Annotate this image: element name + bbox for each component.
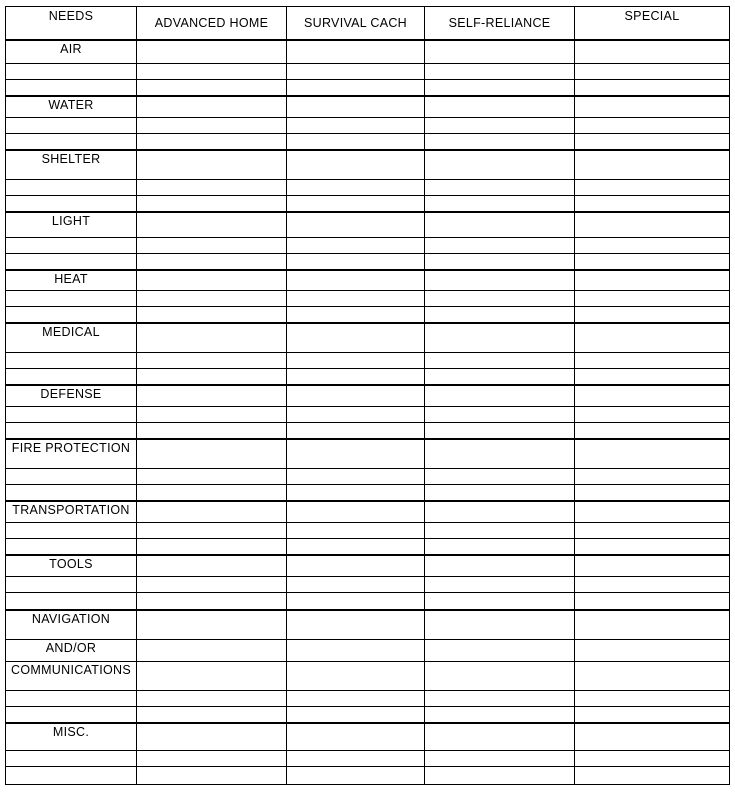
cell-self-reliance[interactable] (425, 150, 575, 180)
cell-advanced-home[interactable] (137, 501, 287, 523)
cell-special[interactable] (575, 723, 730, 751)
cell-special[interactable] (575, 691, 730, 707)
cell-need-blank[interactable] (6, 307, 137, 323)
cell-survival-cach[interactable] (287, 610, 425, 640)
cell-advanced-home[interactable] (137, 640, 287, 662)
cell-need-blank[interactable] (6, 577, 137, 593)
table-row (6, 610, 730, 640)
cell-self-reliance[interactable] (425, 539, 575, 555)
cell-self-reliance[interactable] (425, 610, 575, 640)
cell-advanced-home[interactable] (137, 407, 287, 423)
table-row (6, 238, 730, 254)
cell-special[interactable] (575, 291, 730, 307)
need-label: MEDICAL (42, 324, 100, 339)
header-special (575, 7, 730, 40)
cell-survival-cach[interactable] (287, 307, 425, 323)
cell-survival-cach[interactable] (287, 180, 425, 196)
need-label: LIGHT (51, 213, 91, 228)
table-row (6, 118, 730, 134)
cell-survival-cach[interactable] (287, 723, 425, 751)
cell-special[interactable] (575, 238, 730, 254)
cell-survival-cach[interactable] (287, 196, 425, 212)
cell-advanced-home[interactable] (137, 291, 287, 307)
cell-survival-cach[interactable] (287, 369, 425, 385)
cell-advanced-home[interactable] (137, 80, 287, 96)
needs-planning-table (5, 6, 730, 785)
cell-advanced-home[interactable] (137, 254, 287, 270)
cell-special[interactable] (575, 523, 730, 539)
cell-self-reliance[interactable] (425, 254, 575, 270)
cell-self-reliance[interactable] (425, 751, 575, 767)
cell-survival-cach[interactable] (287, 118, 425, 134)
cell-self-reliance[interactable] (425, 593, 575, 610)
table-row (6, 707, 730, 723)
cell-advanced-home[interactable] (137, 238, 287, 254)
need-fire-protection (6, 439, 137, 469)
cell-self-reliance[interactable] (425, 134, 575, 150)
need-label: DEFENSE (40, 386, 102, 401)
table-row (6, 270, 730, 291)
table-row (6, 593, 730, 610)
cell-self-reliance[interactable] (425, 555, 575, 577)
cell-survival-cach[interactable] (287, 423, 425, 439)
cell-special[interactable] (575, 577, 730, 593)
cell-survival-cach[interactable] (287, 469, 425, 485)
cell-special[interactable] (575, 134, 730, 150)
cell-special[interactable] (575, 323, 730, 353)
cell-advanced-home[interactable] (137, 270, 287, 291)
cell-survival-cach[interactable] (287, 593, 425, 610)
cell-special[interactable] (575, 40, 730, 64)
cell-special[interactable] (575, 80, 730, 96)
cell-self-reliance[interactable] (425, 407, 575, 423)
cell-survival-cach[interactable] (287, 691, 425, 707)
cell-need-blank[interactable] (6, 523, 137, 539)
cell-need-blank[interactable] (6, 407, 137, 423)
cell-advanced-home[interactable] (137, 593, 287, 610)
cell-survival-cach[interactable] (287, 80, 425, 96)
cell-advanced-home[interactable] (137, 134, 287, 150)
cell-self-reliance[interactable] (425, 307, 575, 323)
cell-need-blank[interactable] (6, 80, 137, 96)
cell-survival-cach[interactable] (287, 485, 425, 501)
cell-survival-cach[interactable] (287, 134, 425, 150)
cell-survival-cach[interactable] (287, 767, 425, 785)
cell-self-reliance[interactable] (425, 640, 575, 662)
cell-advanced-home[interactable] (137, 539, 287, 555)
cell-survival-cach[interactable] (287, 353, 425, 369)
cell-self-reliance[interactable] (425, 767, 575, 785)
table-row (6, 196, 730, 212)
cell-special[interactable] (575, 439, 730, 469)
cell-need-blank[interactable] (6, 485, 137, 501)
table-row (6, 662, 730, 691)
cell-special[interactable] (575, 407, 730, 423)
need-label: SHELTER (41, 151, 101, 166)
table-row (6, 767, 730, 785)
need-label: AND/OR (45, 641, 97, 655)
cell-survival-cach[interactable] (287, 662, 425, 691)
need-tools (6, 555, 137, 577)
cell-need-blank[interactable] (6, 767, 137, 785)
table-row (6, 291, 730, 307)
need-label: COMMUNICATIONS (11, 663, 131, 677)
cell-self-reliance[interactable] (425, 323, 575, 353)
cell-survival-cach[interactable] (287, 323, 425, 353)
cell-advanced-home[interactable] (137, 40, 287, 64)
cell-advanced-home[interactable] (137, 485, 287, 501)
cell-need-blank[interactable] (6, 134, 137, 150)
cell-self-reliance[interactable] (425, 469, 575, 485)
cell-self-reliance[interactable] (425, 691, 575, 707)
table-row (6, 96, 730, 118)
table-row (6, 385, 730, 407)
cell-advanced-home[interactable] (137, 150, 287, 180)
cell-self-reliance[interactable] (425, 180, 575, 196)
cell-survival-cach[interactable] (287, 751, 425, 767)
cell-advanced-home[interactable] (137, 212, 287, 238)
cell-self-reliance[interactable] (425, 96, 575, 118)
table-row (6, 501, 730, 523)
cell-survival-cach[interactable] (287, 64, 425, 80)
cell-need-blank[interactable] (6, 196, 137, 212)
cell-survival-cach[interactable] (287, 640, 425, 662)
table-row (6, 134, 730, 150)
cell-special[interactable] (575, 270, 730, 291)
need-and-or (6, 640, 137, 662)
cell-special[interactable] (575, 751, 730, 767)
need-medical (6, 323, 137, 353)
table-row (6, 691, 730, 707)
cell-advanced-home[interactable] (137, 707, 287, 723)
cell-self-reliance[interactable] (425, 212, 575, 238)
cell-advanced-home[interactable] (137, 751, 287, 767)
table-row (6, 64, 730, 80)
table-row (6, 555, 730, 577)
cell-need-blank[interactable] (6, 238, 137, 254)
table-row (6, 212, 730, 238)
table-row (6, 469, 730, 485)
need-misc (6, 723, 137, 751)
cell-advanced-home[interactable] (137, 662, 287, 691)
header-survival-cach-label: SURVIVAL CACH (303, 15, 407, 30)
cell-self-reliance[interactable] (425, 118, 575, 134)
cell-special[interactable] (575, 767, 730, 785)
cell-special[interactable] (575, 118, 730, 134)
cell-special[interactable] (575, 307, 730, 323)
cell-need-blank[interactable] (6, 539, 137, 555)
need-water (6, 96, 137, 118)
need-air (6, 40, 137, 64)
table-row (6, 80, 730, 96)
cell-special[interactable] (575, 539, 730, 555)
cell-need-blank[interactable] (6, 254, 137, 270)
cell-survival-cach[interactable] (287, 407, 425, 423)
cell-need-blank[interactable] (6, 180, 137, 196)
header-needs (6, 7, 137, 40)
cell-special[interactable] (575, 640, 730, 662)
cell-advanced-home[interactable] (137, 723, 287, 751)
cell-survival-cach[interactable] (287, 254, 425, 270)
cell-advanced-home[interactable] (137, 64, 287, 80)
need-heat (6, 270, 137, 291)
cell-advanced-home[interactable] (137, 555, 287, 577)
cell-need-blank[interactable] (6, 353, 137, 369)
cell-survival-cach[interactable] (287, 150, 425, 180)
table-row (6, 323, 730, 353)
table-row (6, 539, 730, 555)
table-row (6, 407, 730, 423)
need-label: AIR (60, 41, 82, 56)
cell-survival-cach[interactable] (287, 212, 425, 238)
table-row (6, 423, 730, 439)
cell-self-reliance[interactable] (425, 707, 575, 723)
cell-advanced-home[interactable] (137, 610, 287, 640)
cell-special[interactable] (575, 385, 730, 407)
table-row (6, 751, 730, 767)
cell-advanced-home[interactable] (137, 523, 287, 539)
cell-self-reliance[interactable] (425, 64, 575, 80)
cell-self-reliance[interactable] (425, 238, 575, 254)
cell-advanced-home[interactable] (137, 307, 287, 323)
need-label: NAVIGATION (31, 611, 111, 626)
table-row (6, 150, 730, 180)
header-survival-cach (287, 7, 425, 40)
cell-special[interactable] (575, 593, 730, 610)
cell-advanced-home[interactable] (137, 369, 287, 385)
cell-advanced-home[interactable] (137, 439, 287, 469)
cell-survival-cach[interactable] (287, 270, 425, 291)
cell-survival-cach[interactable] (287, 539, 425, 555)
cell-need-blank[interactable] (6, 291, 137, 307)
cell-survival-cach[interactable] (287, 96, 425, 118)
cell-advanced-home[interactable] (137, 353, 287, 369)
table-row (6, 640, 730, 662)
cell-need-blank[interactable] (6, 469, 137, 485)
cell-advanced-home[interactable] (137, 385, 287, 407)
cell-need-blank[interactable] (6, 118, 137, 134)
cell-self-reliance[interactable] (425, 80, 575, 96)
cell-special[interactable] (575, 610, 730, 640)
need-label: FIRE PROTECTION (11, 440, 131, 455)
cell-advanced-home[interactable] (137, 118, 287, 134)
cell-special[interactable] (575, 501, 730, 523)
cell-self-reliance[interactable] (425, 385, 575, 407)
cell-survival-cach[interactable] (287, 501, 425, 523)
cell-self-reliance[interactable] (425, 662, 575, 691)
header-advanced-home-label: ADVANCED HOME (154, 15, 269, 30)
cell-survival-cach[interactable] (287, 523, 425, 539)
cell-need-blank[interactable] (6, 751, 137, 767)
cell-self-reliance[interactable] (425, 291, 575, 307)
cell-advanced-home[interactable] (137, 196, 287, 212)
table-row (6, 523, 730, 539)
need-light (6, 212, 137, 238)
header-special-label: SPECIAL (624, 9, 680, 23)
cell-special[interactable] (575, 150, 730, 180)
table-row (6, 577, 730, 593)
cell-need-blank[interactable] (6, 593, 137, 610)
cell-advanced-home[interactable] (137, 180, 287, 196)
cell-special[interactable] (575, 254, 730, 270)
cell-special[interactable] (575, 64, 730, 80)
need-label: MISC. (52, 724, 90, 739)
cell-special[interactable] (575, 353, 730, 369)
cell-self-reliance[interactable] (425, 577, 575, 593)
need-label: HEAT (54, 271, 88, 286)
cell-special[interactable] (575, 662, 730, 691)
cell-special[interactable] (575, 423, 730, 439)
need-defense (6, 385, 137, 407)
cell-self-reliance[interactable] (425, 369, 575, 385)
cell-self-reliance[interactable] (425, 196, 575, 212)
need-communications (6, 662, 137, 691)
cell-special[interactable] (575, 707, 730, 723)
cell-survival-cach[interactable] (287, 291, 425, 307)
cell-survival-cach[interactable] (287, 385, 425, 407)
cell-advanced-home[interactable] (137, 577, 287, 593)
cell-special[interactable] (575, 485, 730, 501)
cell-special[interactable] (575, 555, 730, 577)
header-advanced-home (137, 7, 287, 40)
need-label: WATER (48, 97, 94, 112)
cell-special[interactable] (575, 212, 730, 238)
table-row (6, 40, 730, 64)
cell-special[interactable] (575, 196, 730, 212)
cell-special[interactable] (575, 180, 730, 196)
need-shelter (6, 150, 137, 180)
need-label: TRANSPORTATION (12, 502, 130, 517)
table-row (6, 353, 730, 369)
table-row (6, 369, 730, 385)
cell-self-reliance[interactable] (425, 523, 575, 539)
table-row (6, 439, 730, 469)
cell-self-reliance[interactable] (425, 423, 575, 439)
header-self-reliance (425, 7, 575, 40)
cell-need-blank[interactable] (6, 707, 137, 723)
cell-special[interactable] (575, 469, 730, 485)
cell-self-reliance[interactable] (425, 40, 575, 64)
cell-self-reliance[interactable] (425, 353, 575, 369)
cell-advanced-home[interactable] (137, 323, 287, 353)
cell-self-reliance[interactable] (425, 723, 575, 751)
table-row (6, 307, 730, 323)
cell-survival-cach[interactable] (287, 577, 425, 593)
cell-survival-cach[interactable] (287, 439, 425, 469)
table-row (6, 254, 730, 270)
cell-self-reliance[interactable] (425, 270, 575, 291)
header-needs-label: NEEDS (48, 9, 94, 23)
table-row (6, 723, 730, 751)
cell-need-blank[interactable] (6, 691, 137, 707)
cell-advanced-home[interactable] (137, 767, 287, 785)
need-navigation (6, 610, 137, 640)
cell-self-reliance[interactable] (425, 439, 575, 469)
need-transportation (6, 501, 137, 523)
cell-self-reliance[interactable] (425, 485, 575, 501)
cell-survival-cach[interactable] (287, 238, 425, 254)
cell-advanced-home[interactable] (137, 691, 287, 707)
cell-survival-cach[interactable] (287, 40, 425, 64)
cell-advanced-home[interactable] (137, 423, 287, 439)
table-row (6, 180, 730, 196)
cell-advanced-home[interactable] (137, 96, 287, 118)
cell-self-reliance[interactable] (425, 501, 575, 523)
cell-need-blank[interactable] (6, 369, 137, 385)
cell-need-blank[interactable] (6, 423, 137, 439)
cell-special[interactable] (575, 369, 730, 385)
cell-special[interactable] (575, 96, 730, 118)
header-self-reliance-label: SELF-RELIANCE (448, 15, 551, 30)
cell-survival-cach[interactable] (287, 555, 425, 577)
cell-survival-cach[interactable] (287, 707, 425, 723)
table-row (6, 485, 730, 501)
cell-advanced-home[interactable] (137, 469, 287, 485)
need-label: TOOLS (49, 556, 93, 571)
cell-need-blank[interactable] (6, 64, 137, 80)
